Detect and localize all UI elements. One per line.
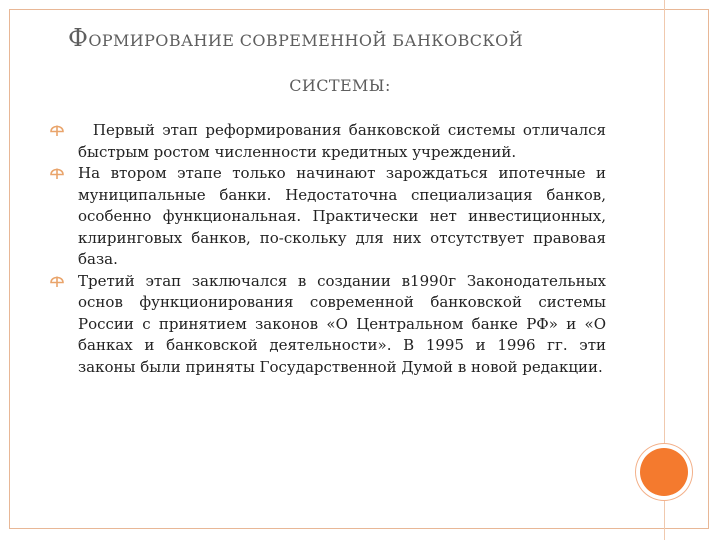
list-item	[50, 271, 606, 379]
bullet-icon	[50, 275, 64, 289]
bullet-list	[50, 120, 611, 378]
list-item-text: Первый этап реформирования банковской системы отличался быстрым ростом численности кредитных учреждений.	[78, 121, 611, 161]
title-initial: Ф	[68, 24, 89, 52]
slide-title	[60, 26, 620, 94]
list-item-text: На втором этапе только начинают зарождаться ипотечные и муниципальные банки. Недостаточна специализация банков, особенно функциональная. Практически нет инвестиционных, клиринговых банков, по-скольку для них отсутствует правовая база.	[78, 164, 606, 268]
list-item	[50, 163, 606, 271]
bullet-icon	[50, 124, 64, 138]
title-line-1	[60, 26, 620, 50]
list-item-text: Третий этап заключался в создании в1990г Законодательных основ функционирования современной банковской системы России с принятием законов «О Центральном банке РФ» и «О банках и банковской деятельности». В 1995 и 1996 гг. эти законы были приняты Государственной Думой в новой редакции.	[78, 271, 606, 376]
list-item	[50, 120, 611, 163]
decorative-orange-circle	[640, 448, 688, 496]
bullet-icon	[50, 167, 64, 181]
title-line-2: СИСТЕМЫ:	[289, 76, 391, 95]
title-line-1-rest: ОРМИРОВАНИЕ СОВРЕМЕННОЙ БАНКОВСКОЙ	[88, 31, 524, 50]
